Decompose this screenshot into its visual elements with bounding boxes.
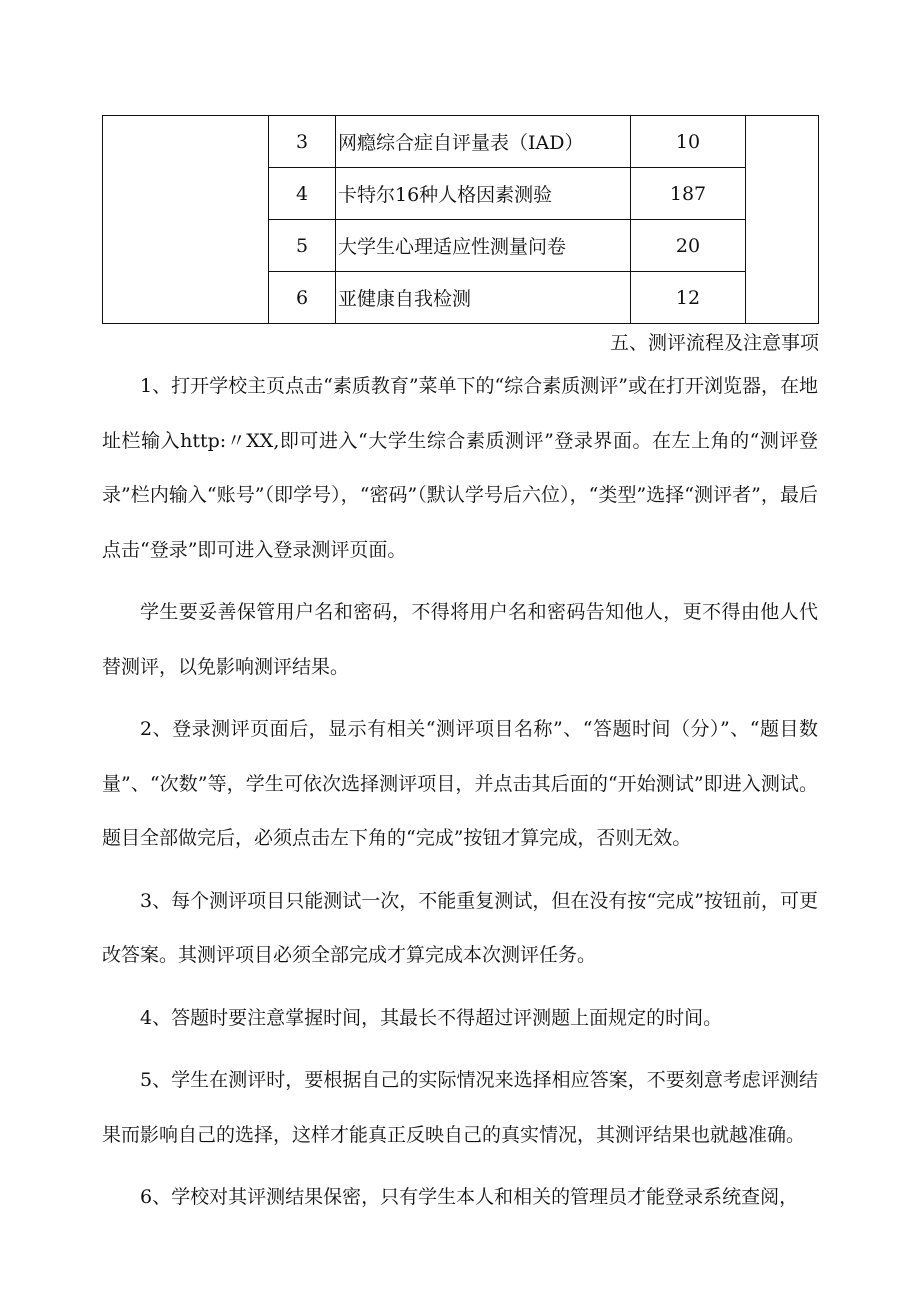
item-question-count: 12 [631, 272, 746, 324]
evaluation-items-table [102, 115, 819, 324]
body-text [102, 359, 818, 1233]
paragraph-time-limit: 4、答题时要注意掌握时间，其最长不得超过评测题上面规定的时间。 [140, 1006, 723, 1029]
item-name: 大学生心理适应性测量问卷 [336, 220, 631, 272]
section-heading: 五、测评流程及注意事项 [609, 332, 819, 354]
item-number: 4 [269, 168, 336, 220]
item-name: 网瘾综合症自评量表（IAD） [336, 116, 631, 168]
paragraph-single-attempt: 3、每个测评项目只能测试一次，不能重复测试，但在没有按“完成”按钮前，可更改答案。其测评项目必须全部完成才算完成本次测评任务。 [102, 889, 818, 966]
table-row [103, 116, 819, 168]
item-number: 5 [269, 220, 336, 272]
item-question-count: 20 [631, 220, 746, 272]
item-name: 亚健康自我检测 [336, 272, 631, 324]
item-number: 6 [269, 272, 336, 324]
paragraph-honest-answers: 5、学生在测评时，要根据自己的实际情况来选择相应答案，不要刻意考虑评测结果而影响自己的选择，这样才能真正反映自己的真实情况，其测评结果也就越准确。 [102, 1069, 818, 1146]
item-question-count: 10 [631, 116, 746, 168]
paragraph-confidentiality: 6、学校对其评测结果保密，只有学生本人和相关的管理员才能登录系统查阅， [140, 1186, 799, 1208]
paragraph-login-steps: 1、打开学校主页点击“素质教育”菜单下的“综合素质测评”或在打开浏览器，在地址栏输入http:〃XX,即可进入“大学生综合素质测评”登录界面。在左上角的“测评登录”栏内输入“账号”（即学号），“密码”（默认学号后六位），“类型”选择“测评者”，最后点击“登录”即可进入登录测评页面。 [102, 375, 818, 561]
category-cell [103, 116, 269, 324]
remarks-cell [746, 116, 819, 324]
item-question-count: 187 [631, 168, 746, 220]
paragraph-test-procedure: 2、登录测评页面后，显示有相关“测评项目名称”、“答题时间（分）”、“题目数量”、“次数”等，学生可依次选择测评项目，并点击其后面的“开始测试”即进入测试。题目全部做完后，必须点击左下角的“完成”按钮才算完成，否则无效。 [102, 718, 818, 849]
paragraph-password-safety: 学生要妥善保管用户名和密码，不得将用户名和密码告知他人，更不得由他人代替测评，以免影响测评结果。 [102, 601, 818, 678]
item-number: 3 [269, 116, 336, 168]
item-name: 卡特尔16种人格因素测验 [336, 168, 631, 220]
